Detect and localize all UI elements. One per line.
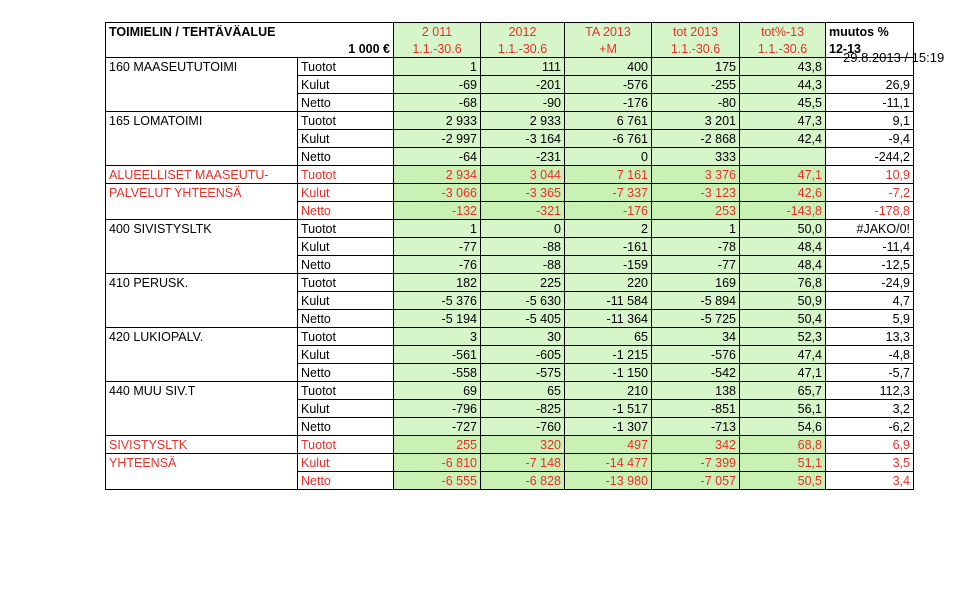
row-type-label: Tuotot xyxy=(298,382,394,400)
cell-col-2: 210 xyxy=(565,382,652,400)
row-section-label: 420 LUKIOPALV. xyxy=(106,328,298,346)
cell-col-2: 2 xyxy=(565,220,652,238)
row-type-label: Kulut xyxy=(298,346,394,364)
cell-col-2: -159 xyxy=(565,256,652,274)
cell-col-1: -760 xyxy=(481,418,565,436)
cell-col-1: -5 405 xyxy=(481,310,565,328)
row-type-label: Kulut xyxy=(298,292,394,310)
cell-col-3: -78 xyxy=(652,238,740,256)
row-type-label: Tuotot xyxy=(298,328,394,346)
cell-col-4: 76,8 xyxy=(740,274,826,292)
cell-col-2: -13 980 xyxy=(565,472,652,490)
cell-col-4: 68,8 xyxy=(740,436,826,454)
row-section-label xyxy=(106,292,298,310)
change-head-bottom: 12-13 xyxy=(826,40,914,58)
cell-col-4: 47,3 xyxy=(740,112,826,130)
header-row-2 xyxy=(106,40,914,58)
row-section-label: YHTEENSÄ xyxy=(106,454,298,472)
cell-col-0: -76 xyxy=(394,256,481,274)
cell-col-5: 5,9 xyxy=(826,310,914,328)
timestamp-stamp: 29.8.2013 / 15:19 xyxy=(843,50,945,65)
table-row xyxy=(106,112,914,130)
cell-col-5: 3,5 xyxy=(826,454,914,472)
row-type-label: Kulut xyxy=(298,130,394,148)
row-type-label: Kulut xyxy=(298,238,394,256)
cell-col-1: -7 148 xyxy=(481,454,565,472)
row-section-label: 410 PERUSK. xyxy=(106,274,298,292)
cell-col-4 xyxy=(740,148,826,166)
cell-col-5: 3,4 xyxy=(826,472,914,490)
cell-col-1: 3 044 xyxy=(481,166,565,184)
row-type-label: Netto xyxy=(298,94,394,112)
row-section-label xyxy=(106,94,298,112)
cell-col-1: 0 xyxy=(481,220,565,238)
table-row xyxy=(106,346,914,364)
cell-col-0: -69 xyxy=(394,76,481,94)
table-row xyxy=(106,454,914,472)
table-row xyxy=(106,220,914,238)
table-row xyxy=(106,292,914,310)
cell-col-2: -7 337 xyxy=(565,184,652,202)
cell-col-0: -6 810 xyxy=(394,454,481,472)
col-head-top-2: TA 2013 xyxy=(565,23,652,41)
cell-col-5: -4,8 xyxy=(826,346,914,364)
table-row xyxy=(106,382,914,400)
cell-col-5: 13,3 xyxy=(826,328,914,346)
cell-col-3: -255 xyxy=(652,76,740,94)
cell-col-5: #JAKO/0! xyxy=(826,220,914,238)
row-section-label xyxy=(106,310,298,328)
cell-col-3: -851 xyxy=(652,400,740,418)
cell-col-1: -605 xyxy=(481,346,565,364)
cell-col-2: -1 150 xyxy=(565,364,652,382)
cell-col-0: -796 xyxy=(394,400,481,418)
cell-col-3: 175 xyxy=(652,58,740,76)
cell-col-2: -1 517 xyxy=(565,400,652,418)
cell-col-4: 54,6 xyxy=(740,418,826,436)
cell-col-3: -2 868 xyxy=(652,130,740,148)
col-head-bottom-4: 1.1.-30.6 xyxy=(740,40,826,58)
cell-col-1: -231 xyxy=(481,148,565,166)
cell-col-4: 47,4 xyxy=(740,346,826,364)
col-head-bottom-1: 1.1.-30.6 xyxy=(481,40,565,58)
cell-col-3: -7 399 xyxy=(652,454,740,472)
row-type-label: Kulut xyxy=(298,400,394,418)
cell-col-2: 7 161 xyxy=(565,166,652,184)
cell-col-3: -542 xyxy=(652,364,740,382)
table-row xyxy=(106,418,914,436)
cell-col-0: 182 xyxy=(394,274,481,292)
row-type-label: Netto xyxy=(298,472,394,490)
cell-col-5: -9,4 xyxy=(826,130,914,148)
cell-col-2: -1 307 xyxy=(565,418,652,436)
cell-col-0: -727 xyxy=(394,418,481,436)
cell-col-0: 3 xyxy=(394,328,481,346)
cell-col-0: 255 xyxy=(394,436,481,454)
cell-col-3: -80 xyxy=(652,94,740,112)
cell-col-5: -24,9 xyxy=(826,274,914,292)
table-row xyxy=(106,58,914,76)
cell-col-0: -77 xyxy=(394,238,481,256)
row-type-label: Netto xyxy=(298,256,394,274)
table-row xyxy=(106,148,914,166)
cell-col-4: 42,4 xyxy=(740,130,826,148)
cell-col-0: -64 xyxy=(394,148,481,166)
table-row xyxy=(106,364,914,382)
cell-col-4: 51,1 xyxy=(740,454,826,472)
row-section-label xyxy=(106,472,298,490)
row-type-label: Tuotot xyxy=(298,436,394,454)
row-type-label: Tuotot xyxy=(298,274,394,292)
cell-col-4: 65,7 xyxy=(740,382,826,400)
row-section-label xyxy=(106,76,298,94)
cell-col-4: 50,9 xyxy=(740,292,826,310)
row-type-label: Kulut xyxy=(298,76,394,94)
row-type-label: Netto xyxy=(298,148,394,166)
cell-col-0: -5 376 xyxy=(394,292,481,310)
cell-col-3: 3 376 xyxy=(652,166,740,184)
cell-col-3: 138 xyxy=(652,382,740,400)
cell-col-2: -6 761 xyxy=(565,130,652,148)
row-type-label: Tuotot xyxy=(298,58,394,76)
table-row xyxy=(106,274,914,292)
cell-col-5: -12,5 xyxy=(826,256,914,274)
cell-col-0: -558 xyxy=(394,364,481,382)
row-section-label: SIVISTYSLTK xyxy=(106,436,298,454)
cell-col-0: 69 xyxy=(394,382,481,400)
cell-col-0: 1 xyxy=(394,220,481,238)
cell-col-5: -11,4 xyxy=(826,238,914,256)
row-type-label: Netto xyxy=(298,310,394,328)
col-head-top-3: tot 2013 xyxy=(652,23,740,41)
cell-col-4: 47,1 xyxy=(740,364,826,382)
cell-col-5: 3,2 xyxy=(826,400,914,418)
cell-col-0: 2 934 xyxy=(394,166,481,184)
cell-col-3: 333 xyxy=(652,148,740,166)
cell-col-5: 112,3 xyxy=(826,382,914,400)
row-section-label: 440 MUU SIV.T xyxy=(106,382,298,400)
row-section-label: 165 LOMATOIMI xyxy=(106,112,298,130)
cell-col-0: 1 xyxy=(394,58,481,76)
cell-col-1: -201 xyxy=(481,76,565,94)
row-section-label xyxy=(106,346,298,364)
table-row xyxy=(106,184,914,202)
row-type-label: Kulut xyxy=(298,184,394,202)
header-row-1 xyxy=(106,23,914,41)
cell-col-4: 56,1 xyxy=(740,400,826,418)
cell-col-2: -161 xyxy=(565,238,652,256)
row-section-label: 400 SIVISTYSLTK xyxy=(106,220,298,238)
col-head-bottom-0: 1.1.-30.6 xyxy=(394,40,481,58)
col-head-top-4: tot%-13 xyxy=(740,23,826,41)
cell-col-5: -244,2 xyxy=(826,148,914,166)
cell-col-2: 65 xyxy=(565,328,652,346)
cell-col-4: 50,0 xyxy=(740,220,826,238)
cell-col-1: -825 xyxy=(481,400,565,418)
cell-col-1: -3 164 xyxy=(481,130,565,148)
cell-col-2: -176 xyxy=(565,202,652,220)
report-sheet xyxy=(105,22,914,490)
cell-col-5: 26,9 xyxy=(826,76,914,94)
cell-col-3: -77 xyxy=(652,256,740,274)
cell-col-4: 50,5 xyxy=(740,472,826,490)
cell-col-4: 45,5 xyxy=(740,94,826,112)
cell-col-1: 30 xyxy=(481,328,565,346)
table-row xyxy=(106,238,914,256)
col-head-top-1: 2012 xyxy=(481,23,565,41)
cell-col-2: -576 xyxy=(565,76,652,94)
col-head-bottom-3: 1.1.-30.6 xyxy=(652,40,740,58)
row-type-label: Netto xyxy=(298,364,394,382)
cell-col-5: 6,9 xyxy=(826,436,914,454)
cell-col-1: 320 xyxy=(481,436,565,454)
cell-col-3: -5 894 xyxy=(652,292,740,310)
row-section-label: PALVELUT YHTEENSÄ xyxy=(106,184,298,202)
cell-col-0: -132 xyxy=(394,202,481,220)
row-section-label: 160 MAASEUTUTOIMI xyxy=(106,58,298,76)
cell-col-0: -6 555 xyxy=(394,472,481,490)
cell-col-4: 48,4 xyxy=(740,238,826,256)
budget-table xyxy=(105,22,914,490)
row-section-label xyxy=(106,364,298,382)
cell-col-0: 2 933 xyxy=(394,112,481,130)
table-row xyxy=(106,310,914,328)
cell-col-3: 342 xyxy=(652,436,740,454)
table-row xyxy=(106,94,914,112)
cell-col-1: -88 xyxy=(481,238,565,256)
cell-col-4: 48,4 xyxy=(740,256,826,274)
header-blank xyxy=(106,40,298,58)
cell-col-3: 169 xyxy=(652,274,740,292)
row-section-label xyxy=(106,202,298,220)
cell-col-1: 2 933 xyxy=(481,112,565,130)
cell-col-2: 400 xyxy=(565,58,652,76)
cell-col-0: -68 xyxy=(394,94,481,112)
cell-col-4: 43,8 xyxy=(740,58,826,76)
row-type-label: Tuotot xyxy=(298,220,394,238)
row-section-label xyxy=(106,130,298,148)
cell-col-5: -7,2 xyxy=(826,184,914,202)
cell-col-0: -2 997 xyxy=(394,130,481,148)
cell-col-4: 42,6 xyxy=(740,184,826,202)
col-head-top-0: 2 011 xyxy=(394,23,481,41)
cell-col-4: -143,8 xyxy=(740,202,826,220)
row-type-label: Tuotot xyxy=(298,166,394,184)
change-head-top: muutos % xyxy=(826,23,914,41)
table-row xyxy=(106,328,914,346)
cell-col-5: -11,1 xyxy=(826,94,914,112)
cell-col-3: 34 xyxy=(652,328,740,346)
cell-col-4: 47,1 xyxy=(740,166,826,184)
table-row xyxy=(106,436,914,454)
row-type-label: Kulut xyxy=(298,454,394,472)
cell-col-4: 52,3 xyxy=(740,328,826,346)
table-row xyxy=(106,76,914,94)
cell-col-2: -11 584 xyxy=(565,292,652,310)
cell-col-2: -1 215 xyxy=(565,346,652,364)
cell-col-5: -5,7 xyxy=(826,364,914,382)
cell-col-1: 111 xyxy=(481,58,565,76)
cell-col-3: 3 201 xyxy=(652,112,740,130)
cell-col-1: -575 xyxy=(481,364,565,382)
cell-col-0: -561 xyxy=(394,346,481,364)
table-title: TOIMIELIN / TEHTÄVÄALUE xyxy=(106,23,394,41)
table-row xyxy=(106,166,914,184)
cell-col-2: 497 xyxy=(565,436,652,454)
row-section-label xyxy=(106,148,298,166)
cell-col-1: -3 365 xyxy=(481,184,565,202)
row-type-label: Tuotot xyxy=(298,112,394,130)
cell-col-2: 6 761 xyxy=(565,112,652,130)
table-row xyxy=(106,472,914,490)
row-section-label xyxy=(106,418,298,436)
cell-col-5: 9,1 xyxy=(826,112,914,130)
cell-col-2: -176 xyxy=(565,94,652,112)
col-head-bottom-2: +M xyxy=(565,40,652,58)
table-row xyxy=(106,202,914,220)
cell-col-1: -6 828 xyxy=(481,472,565,490)
cell-col-5: -6,2 xyxy=(826,418,914,436)
cell-col-5: 4,7 xyxy=(826,292,914,310)
cell-col-3: 253 xyxy=(652,202,740,220)
cell-col-0: -5 194 xyxy=(394,310,481,328)
cell-col-1: -321 xyxy=(481,202,565,220)
cell-col-4: 50,4 xyxy=(740,310,826,328)
cell-col-5: -178,8 xyxy=(826,202,914,220)
cell-col-1: 225 xyxy=(481,274,565,292)
cell-col-5: 10,9 xyxy=(826,166,914,184)
cell-col-2: 220 xyxy=(565,274,652,292)
cell-col-3: -7 057 xyxy=(652,472,740,490)
table-row xyxy=(106,256,914,274)
cell-col-3: 1 xyxy=(652,220,740,238)
cell-col-3: -713 xyxy=(652,418,740,436)
cell-col-3: -5 725 xyxy=(652,310,740,328)
row-section-label xyxy=(106,238,298,256)
cell-col-4: 44,3 xyxy=(740,76,826,94)
cell-col-2: 0 xyxy=(565,148,652,166)
table-row xyxy=(106,400,914,418)
row-section-label xyxy=(106,256,298,274)
cell-col-1: 65 xyxy=(481,382,565,400)
row-type-label: Netto xyxy=(298,202,394,220)
cell-col-0: -3 066 xyxy=(394,184,481,202)
cell-col-1: -88 xyxy=(481,256,565,274)
cell-col-3: -3 123 xyxy=(652,184,740,202)
row-section-label: ALUEELLISET MAASEUTU- xyxy=(106,166,298,184)
table-body xyxy=(106,58,914,490)
cell-col-3: -576 xyxy=(652,346,740,364)
row-section-label xyxy=(106,400,298,418)
cell-col-1: -90 xyxy=(481,94,565,112)
unit-label: 1 000 € xyxy=(298,40,394,58)
cell-col-2: -14 477 xyxy=(565,454,652,472)
cell-col-2: -11 364 xyxy=(565,310,652,328)
table-row xyxy=(106,130,914,148)
row-type-label: Netto xyxy=(298,418,394,436)
cell-col-1: -5 630 xyxy=(481,292,565,310)
